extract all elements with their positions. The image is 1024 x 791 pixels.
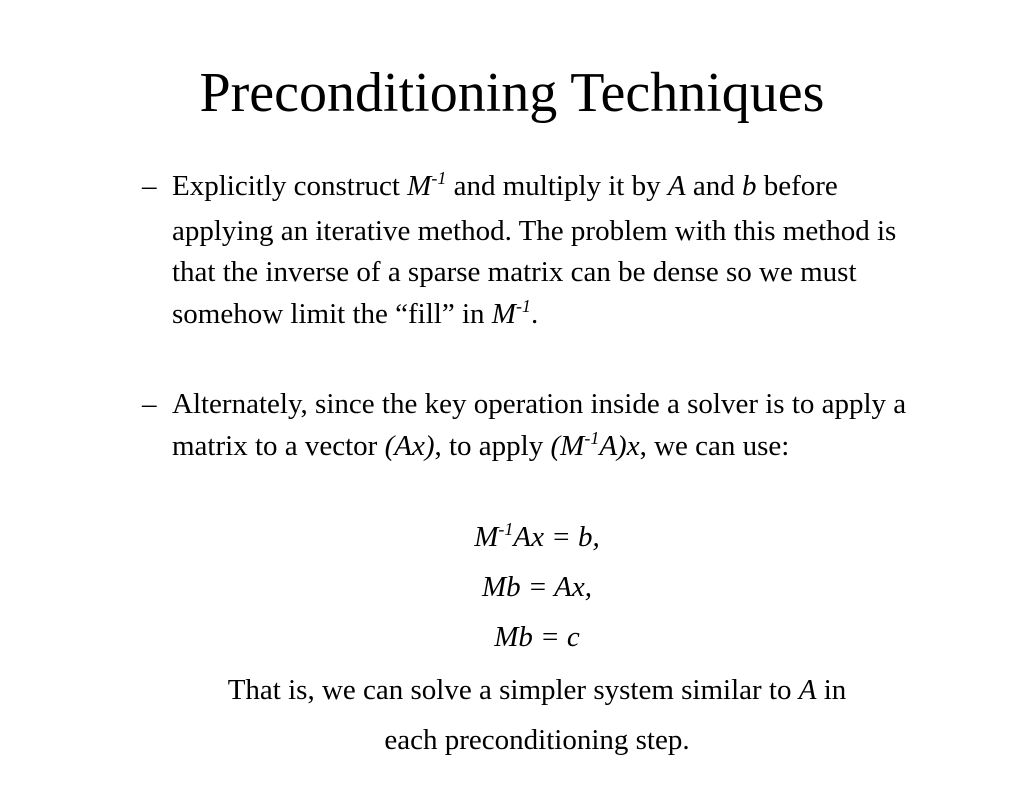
bullet1-text-2: and multiply it by (446, 170, 668, 202)
bullet-alternate-approach (142, 384, 932, 470)
bullet1-text-5: . (530, 297, 539, 330)
conclusion-text-end: in (816, 674, 847, 706)
bullet1-text-4: before applying an iterative method. The problem with this method is that the inverse of a sparse matrix can be dense so we must somehow limit the “fill” in (172, 170, 897, 330)
conclusion-text: That is, we can solve a simpler system similar to (227, 674, 799, 706)
bullet1-text-3: and (685, 170, 742, 202)
bullet-dash: – (142, 170, 157, 202)
bullet1-sup-2-text: -1 (515, 295, 531, 316)
bullet2-text-3: , we can use: (639, 429, 790, 462)
bullet2-text-1: Alternately, since the key operation inside a solver is to apply a matrix to a vector (172, 388, 907, 462)
bullet-dash: – (142, 388, 157, 420)
conclusion (0, 665, 1024, 765)
bullet2-text-2: , to apply (434, 429, 551, 462)
bullet1-var-m-2: M (491, 297, 516, 330)
bullet1-sup-1-text: -1 (431, 168, 447, 188)
bullet1-var-b: b (741, 170, 757, 202)
bullet1-text-1: Explicitly construct (172, 170, 408, 202)
bullet2-sup-text: -1 (584, 427, 600, 448)
bullet1-var-m: M (407, 170, 432, 202)
equation-1-m: M (474, 521, 499, 553)
bullet1-var-a: A (667, 170, 686, 202)
equation-2: Mb = Ax, (481, 571, 593, 603)
slide-title: Preconditioning Techniques (199, 62, 825, 124)
equation-3: Mb = c (494, 621, 580, 653)
bullet2-m-close: A)x (599, 429, 640, 462)
bullet2-m-open: (M (550, 429, 585, 462)
bullet1-sup-1 (431, 168, 446, 188)
conclusion-line-2: each preconditioning step. (384, 724, 690, 756)
conclusion-var-a: A (798, 674, 817, 706)
equation-1-rest: Ax = b, (513, 521, 600, 553)
bullet1-sup-2 (516, 296, 531, 316)
bullet2-sup (584, 428, 599, 448)
conclusion-line-1 (0, 665, 1024, 715)
equation-1 (0, 519, 1024, 558)
bullet-explicit-construction (142, 166, 932, 338)
equation-1-sup: -1 (498, 519, 514, 539)
bullet2-ax: (Ax) (384, 429, 435, 462)
